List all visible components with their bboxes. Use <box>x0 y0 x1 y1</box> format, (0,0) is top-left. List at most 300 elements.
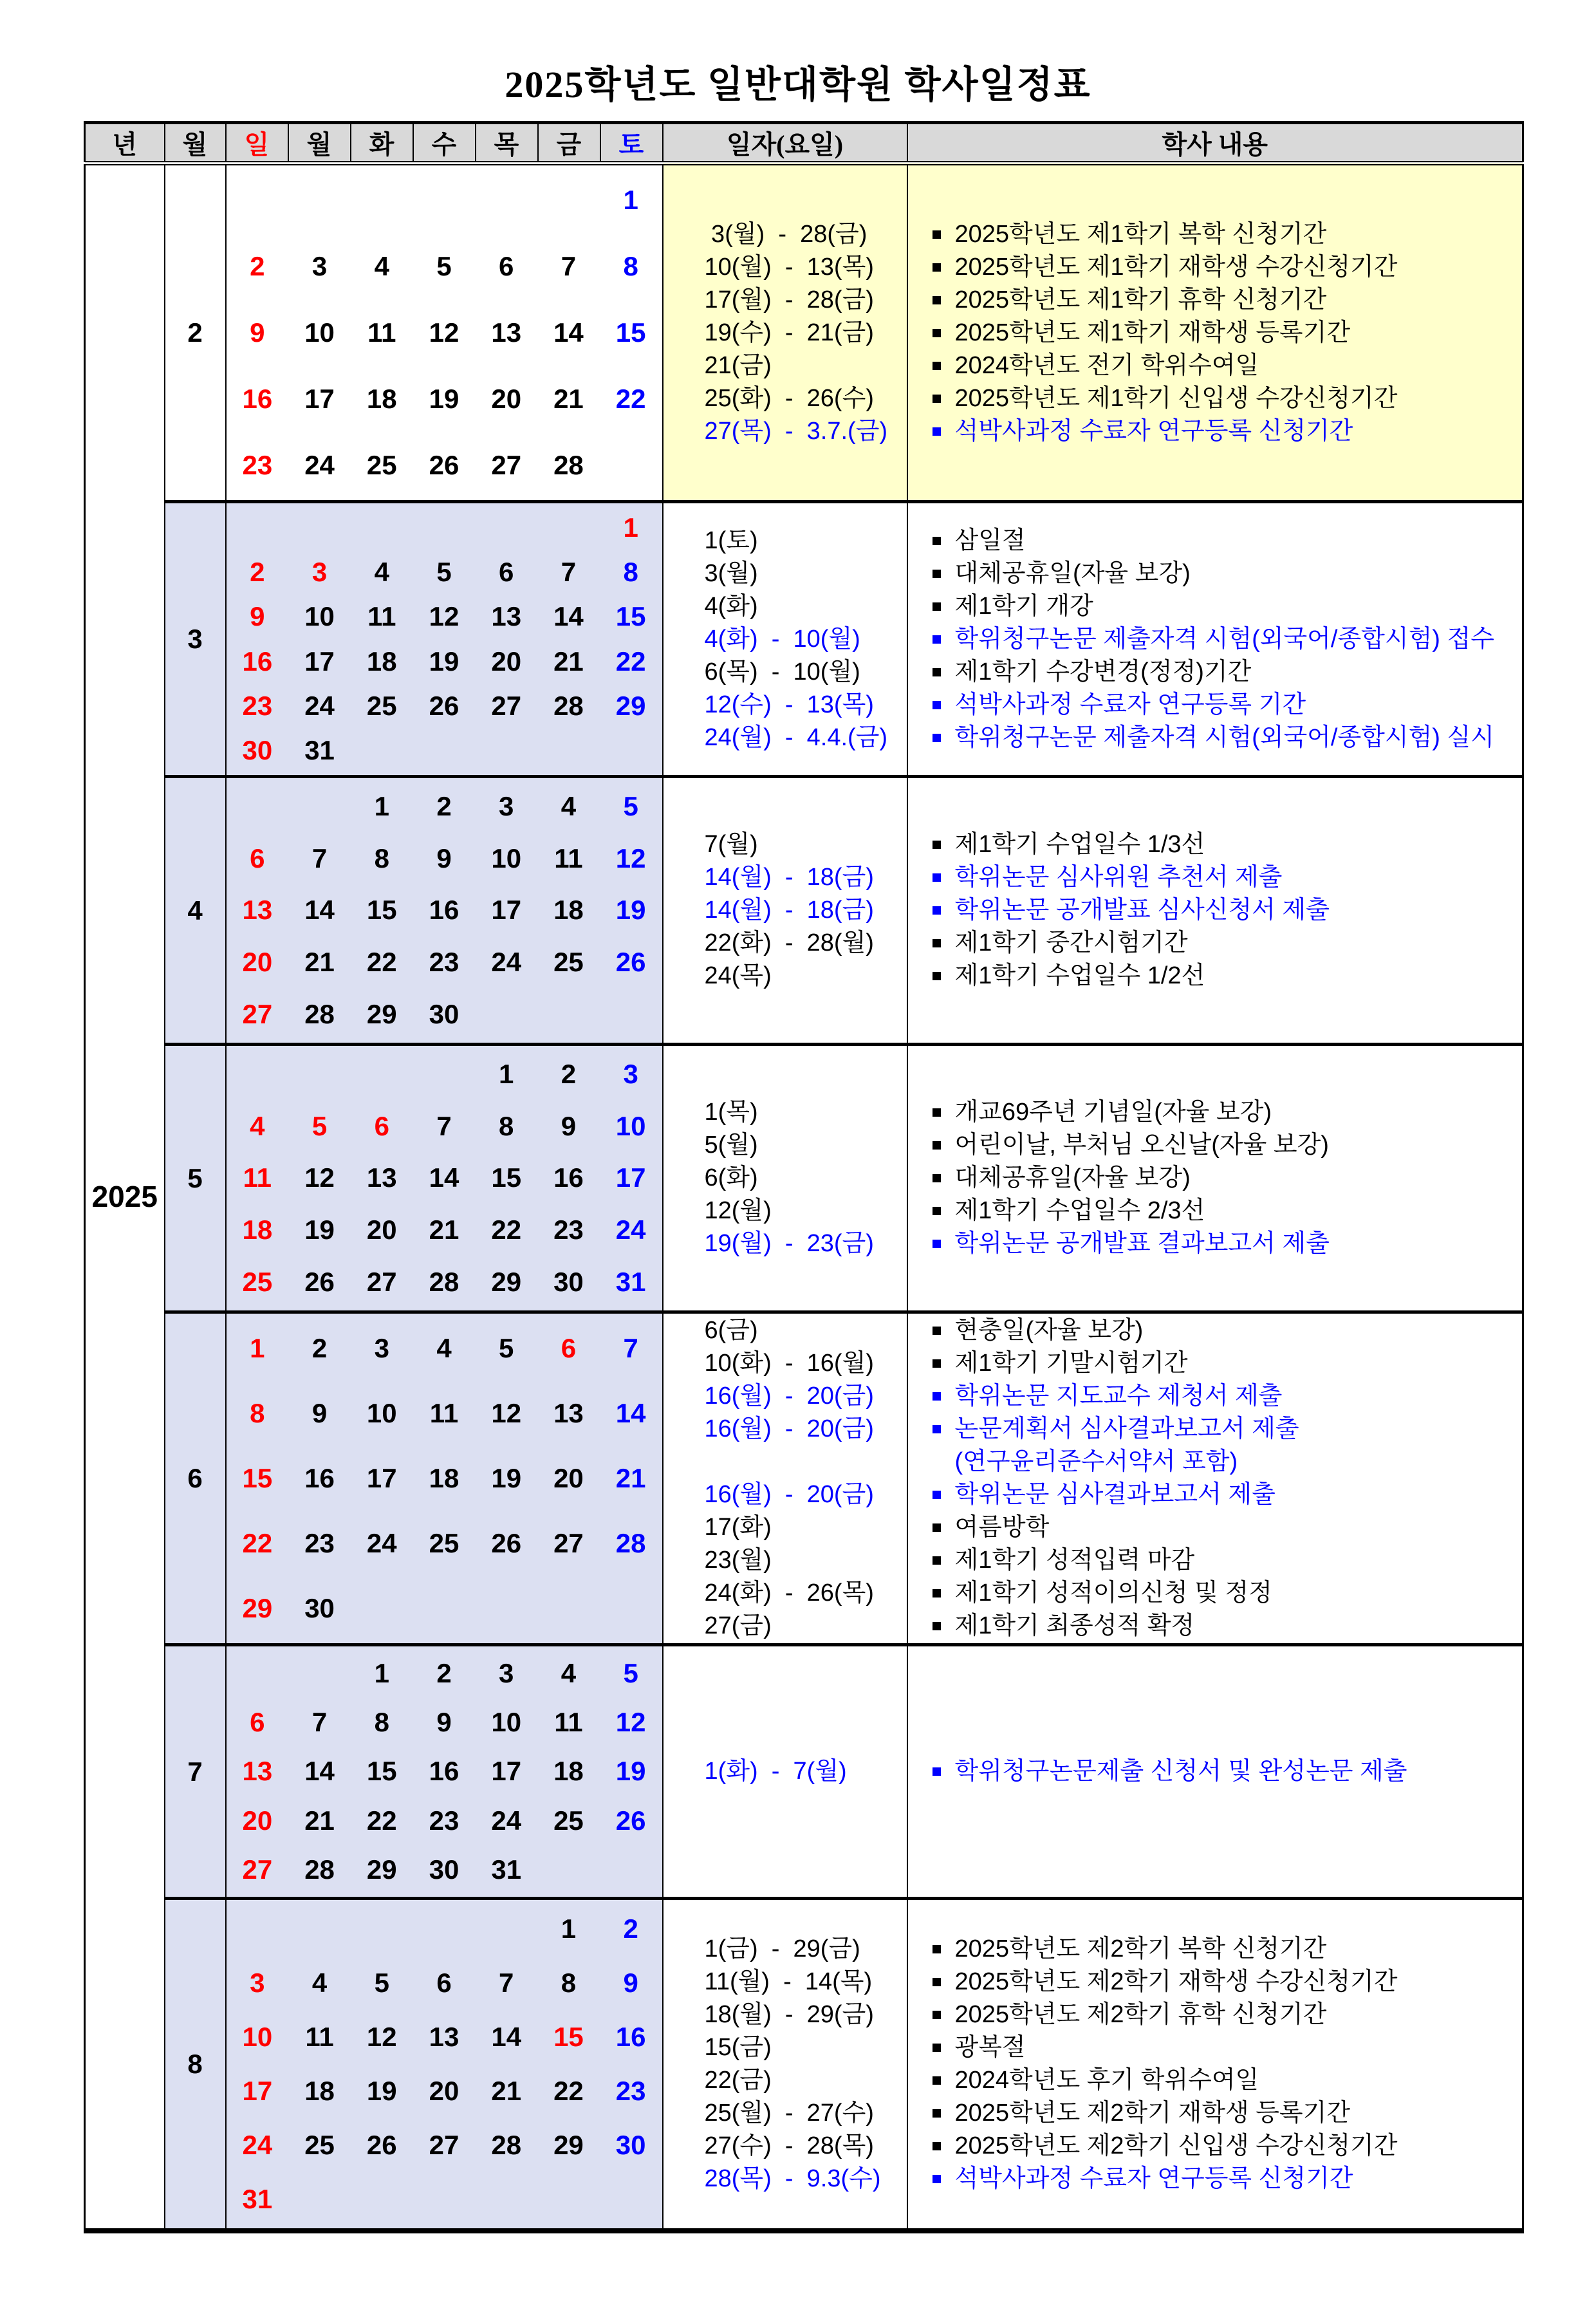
schedule-item-text: 제1학기 수강변경(정정)기간 <box>954 658 1252 685</box>
date-line: 7(월) <box>704 831 758 858</box>
calendar-day: 24 <box>304 449 335 480</box>
calendar-day: 5 <box>623 790 638 821</box>
schedule-item-text: 개교69주년 기념일(자율 보강) <box>954 1099 1272 1126</box>
page-title: 2025학년도 일반대학원 학사일정표 <box>505 64 1091 106</box>
calendar-day: 30 <box>304 1593 335 1623</box>
calendar-day: 16 <box>242 646 273 676</box>
month-number: 6 <box>165 1312 226 1645</box>
calendar-day: 14 <box>491 2021 522 2052</box>
date-range-cell <box>663 502 907 777</box>
calendar-day: 2 <box>250 557 265 588</box>
calendar-day: 15 <box>366 895 397 926</box>
bullet-icon <box>933 2175 941 2183</box>
date-lines <box>663 828 907 992</box>
calendar-day: 29 <box>366 1854 397 1885</box>
bullet-icon <box>933 1523 941 1532</box>
date-line: 27(수) - 28(목) <box>704 2132 874 2159</box>
calendar-day: 8 <box>374 1707 389 1738</box>
date-lines <box>663 1755 907 1788</box>
schedule-content-cell <box>907 1645 1523 1899</box>
bullet-icon <box>933 1622 941 1630</box>
schedule-item-text: 2025학년도 제2학기 신입생 수강신청기간 <box>954 2132 1398 2159</box>
calendar-day: 8 <box>250 1398 265 1428</box>
date-line: 11(월) - 14(목) <box>704 1968 873 1995</box>
calendar-day: 7 <box>499 1967 514 1998</box>
month-number: 3 <box>165 502 226 777</box>
date-lines <box>663 1096 907 1260</box>
col-header-friday: 금 <box>538 123 600 163</box>
bullet-icon <box>933 906 941 915</box>
calendar-day: 18 <box>366 646 397 676</box>
date-range-cell <box>663 1645 907 1899</box>
schedule-item <box>908 927 1523 960</box>
calendar-day: 2 <box>623 1913 638 1944</box>
calendar-day: 23 <box>242 449 273 480</box>
schedule-item <box>908 382 1523 415</box>
bullet-icon <box>933 939 941 947</box>
calendar-day: 27 <box>491 690 522 721</box>
calendar-day: 17 <box>366 1463 397 1493</box>
content-lines <box>908 1933 1523 2195</box>
date-line: 25(월) - 27(수) <box>704 2099 874 2127</box>
calendar-day: 11 <box>367 601 396 632</box>
calendar-day: 15 <box>366 1756 397 1787</box>
calendar-day: 12 <box>366 2021 397 2052</box>
calendar-day: 24 <box>242 2129 273 2160</box>
date-line <box>663 1446 907 1478</box>
calendar-day: 11 <box>554 1707 583 1738</box>
calendar-day: 3 <box>499 790 514 821</box>
calendar-day: 5 <box>499 1333 514 1363</box>
bullet-icon <box>933 1240 941 1248</box>
date-line: 14(월) - 18(금) <box>704 864 874 891</box>
date-line: 1(금) - 29(금) <box>704 1935 860 1962</box>
schedule-item-text: 2025학년도 제1학기 재학생 등록기간 <box>954 319 1351 346</box>
month-number: 8 <box>165 1899 226 2231</box>
date-line: 18(월) - 29(금) <box>704 2000 874 2028</box>
date-range-cell <box>663 1045 907 1312</box>
calendar-day: 29 <box>242 1593 273 1623</box>
schedule-item-text: 학위논문 심사결과보고서 제출 <box>954 1481 1276 1508</box>
bullet-icon <box>933 2011 941 2019</box>
date-lines <box>663 1314 907 1643</box>
calendar-day: 14 <box>304 895 335 926</box>
schedule-item-text: (연구윤리준수서약서 포함) <box>954 1448 1238 1475</box>
mini-calendar-cell <box>226 1045 663 1312</box>
calendar-day: 5 <box>374 1967 389 1998</box>
calendar-day: 13 <box>429 2021 459 2052</box>
bullet-icon <box>933 1141 941 1150</box>
calendar-day: 26 <box>615 947 646 978</box>
schedule-item <box>908 415 1523 448</box>
bullet-icon <box>933 395 941 403</box>
calendar-day: 19 <box>304 1215 335 1245</box>
calendar-day: 3 <box>250 1967 265 1998</box>
calendar-day: 12 <box>615 1707 646 1738</box>
calendar-day: 1 <box>374 1657 389 1688</box>
date-line: 6(화) <box>704 1164 758 1191</box>
schedule-item-text: 제1학기 최종성적 확정 <box>954 1612 1195 1639</box>
calendar-day: 23 <box>429 947 459 978</box>
schedule-item <box>908 2064 1523 2097</box>
bullet-icon <box>933 2044 941 2052</box>
schedule-item-text: 2025학년도 제2학기 휴학 신청기간 <box>954 2000 1327 2028</box>
schedule-item <box>908 284 1523 317</box>
schedule-content-cell <box>907 502 1523 777</box>
calendar-day: 4 <box>374 557 389 588</box>
calendar-day: 27 <box>242 999 273 1030</box>
month-number: 4 <box>165 777 226 1045</box>
schedule-item <box>908 1096 1523 1129</box>
calendar-day: 21 <box>429 1215 459 1245</box>
content-lines <box>908 525 1523 754</box>
calendar-day: 17 <box>304 383 335 414</box>
date-range-cell <box>663 777 907 1045</box>
schedule-item-text: 2025학년도 제2학기 재학생 수강신청기간 <box>954 1968 1398 1995</box>
calendar-day: 12 <box>615 843 646 873</box>
calendar-day: 8 <box>623 557 638 588</box>
calendar-day: 11 <box>305 2021 334 2052</box>
calendar-day: 17 <box>491 895 522 926</box>
schedule-item <box>908 1195 1523 1227</box>
calendar-day: 23 <box>304 1528 335 1558</box>
schedule-item-text: 삼일절 <box>954 526 1026 554</box>
calendar-day: 6 <box>561 1333 577 1363</box>
schedule-item <box>908 656 1523 689</box>
col-header-wednesday: 수 <box>413 123 476 163</box>
calendar-day: 21 <box>615 1463 646 1493</box>
col-header-year: 년 <box>85 123 165 163</box>
schedule-item <box>908 251 1523 284</box>
schedule-item <box>908 722 1523 754</box>
calendar-day: 6 <box>499 251 514 282</box>
date-line: 17(화) <box>704 1514 772 1541</box>
date-line: 1(목) <box>704 1099 758 1126</box>
calendar-day: 22 <box>491 1215 522 1245</box>
schedule-item-text: 제1학기 수업일수 1/3선 <box>954 831 1205 858</box>
mini-calendar-grid <box>227 1316 662 1641</box>
calendar-day: 25 <box>304 2129 335 2160</box>
calendar-day: 4 <box>436 1333 452 1363</box>
content-lines <box>908 1755 1523 1788</box>
schedule-item-text: 석박사과정 수료자 연구등록 신청기간 <box>954 2165 1353 2192</box>
schedule-item-text: 석박사과정 수료자 연구등록 신청기간 <box>954 417 1353 445</box>
calendar-day: 8 <box>499 1110 514 1141</box>
date-lines <box>663 1933 907 2195</box>
schedule-item-text: 2025학년도 제2학기 복학 신청기간 <box>954 1935 1327 1962</box>
date-line: 24(월) - 4.4.(금) <box>704 723 888 751</box>
calendar-day: 19 <box>429 383 459 414</box>
bullet-icon <box>933 1978 941 1986</box>
schedule-item-text: 제1학기 성적이의신청 및 정정 <box>954 1579 1272 1607</box>
calendar-day: 5 <box>436 557 452 588</box>
calendar-day: 22 <box>615 646 646 676</box>
bullet-icon <box>933 1945 941 1953</box>
calendar-day: 20 <box>242 947 273 978</box>
schedule-item-text: 학위청구논문 제출자격 시험(외국어/종합시험) 접수 <box>954 625 1494 653</box>
calendar-day: 6 <box>250 843 265 873</box>
calendar-day: 28 <box>553 690 584 721</box>
calendar-day: 15 <box>553 2021 584 2052</box>
header-row <box>85 123 1523 163</box>
calendar-day: 5 <box>623 1657 638 1688</box>
mini-calendar-cell <box>226 163 663 502</box>
bullet-icon <box>933 230 941 239</box>
calendar-day: 13 <box>366 1162 397 1193</box>
calendar-day: 22 <box>242 1528 273 1558</box>
schedule-item-text: 2025학년도 제1학기 재학생 수강신청기간 <box>954 253 1398 281</box>
calendar-day: 19 <box>615 895 646 926</box>
calendar-day: 4 <box>561 790 577 821</box>
schedule-item <box>908 1998 1523 2031</box>
schedule-item <box>908 349 1523 382</box>
calendar-day: 17 <box>615 1162 646 1193</box>
calendar-day: 30 <box>615 2129 646 2160</box>
col-header-monday: 월 <box>288 123 351 163</box>
calendar-day: 23 <box>242 690 273 721</box>
calendar-day: 19 <box>366 2075 397 2106</box>
calendar-day: 9 <box>250 601 265 632</box>
calendar-day: 2 <box>436 1657 452 1688</box>
calendar-day: 29 <box>553 2129 584 2160</box>
date-line: 1(화) - 7(월) <box>704 1758 847 1785</box>
calendar-day: 25 <box>429 1528 459 1558</box>
calendar-day: 15 <box>615 317 646 348</box>
calendar-day: 21 <box>491 2075 522 2106</box>
calendar-day: 1 <box>623 185 638 216</box>
calendar-day: 9 <box>436 1707 452 1738</box>
bullet-icon <box>933 427 941 436</box>
calendar-day: 7 <box>311 843 328 873</box>
calendar-day: 6 <box>250 1707 265 1738</box>
schedule-item-text: 제1학기 성적입력 마감 <box>954 1547 1195 1574</box>
mini-calendar-cell <box>226 502 663 777</box>
date-line: 12(수) - 13(목) <box>704 691 874 718</box>
calendar-day: 11 <box>367 317 396 348</box>
calendar-table-body <box>85 163 1523 2231</box>
calendar-day: 7 <box>561 557 577 588</box>
date-lines <box>663 525 907 754</box>
calendar-day: 18 <box>553 1756 584 1787</box>
calendar-day: 6 <box>374 1110 389 1141</box>
calendar-day: 6 <box>436 1967 452 1998</box>
calendar-day: 20 <box>553 1463 584 1493</box>
mini-calendar-grid <box>227 506 662 773</box>
mini-calendar-grid <box>227 1649 662 1895</box>
month-row-4 <box>85 777 1523 1045</box>
date-line: 3(월) <box>704 559 758 587</box>
calendar-day: 24 <box>304 690 335 721</box>
calendar-day: 11 <box>554 843 583 873</box>
date-line: 28(목) - 9.3(수) <box>704 2165 881 2192</box>
calendar-day: 9 <box>561 1110 577 1141</box>
calendar-day: 10 <box>615 1110 646 1141</box>
bullet-icon <box>933 1767 941 1776</box>
calendar-day: 15 <box>615 601 646 632</box>
calendar-day: 24 <box>491 947 522 978</box>
calendar-day: 11 <box>243 1162 272 1193</box>
bullet-icon <box>933 329 941 337</box>
date-line: 24(목) <box>704 962 772 989</box>
calendar-day: 6 <box>499 557 514 588</box>
calendar-day: 16 <box>429 895 459 926</box>
schedule-item-text: 학위논문 공개발표 결과보고서 제출 <box>954 1230 1330 1257</box>
calendar-day: 26 <box>304 1267 335 1298</box>
calendar-day: 20 <box>491 646 522 676</box>
calendar-day: 10 <box>491 1707 522 1738</box>
schedule-item-text: 제1학기 수업일수 2/3선 <box>954 1197 1205 1224</box>
month-row-8 <box>85 1899 1523 2231</box>
bullet-icon <box>933 701 941 709</box>
calendar-day: 17 <box>304 646 335 676</box>
date-line: 23(월) <box>704 1547 772 1574</box>
calendar-day: 4 <box>561 1657 577 1688</box>
calendar-day: 1 <box>561 1913 577 1944</box>
calendar-day: 16 <box>304 1463 335 1493</box>
schedule-item-text: 제1학기 중간시험기간 <box>954 929 1188 956</box>
schedule-content-cell <box>907 1312 1523 1645</box>
date-lines <box>663 218 907 448</box>
calendar-day: 10 <box>242 2021 273 2052</box>
bullet-icon <box>933 362 941 370</box>
calendar-day: 27 <box>242 1854 273 1885</box>
calendar-day: 3 <box>374 1333 389 1363</box>
calendar-day: 3 <box>623 1058 638 1089</box>
schedule-item <box>908 525 1523 557</box>
date-line: 27(금) <box>704 1612 772 1639</box>
schedule-item-text: 학위논문 공개발표 심사신청서 제출 <box>954 897 1330 924</box>
schedule-item-text: 2025학년도 제1학기 휴학 신청기간 <box>954 286 1327 313</box>
bullet-icon <box>933 1556 941 1565</box>
calendar-day: 18 <box>242 1215 273 1245</box>
calendar-day: 8 <box>623 251 638 282</box>
schedule-item-text: 석박사과정 수료자 연구등록 기간 <box>954 691 1306 718</box>
date-line: 27(목) - 3.7.(금) <box>704 417 888 445</box>
calendar-day: 17 <box>491 1756 522 1787</box>
calendar-day: 14 <box>553 601 584 632</box>
schedule-item <box>908 861 1523 894</box>
schedule-item <box>908 1478 1523 1511</box>
schedule-item <box>908 1347 1523 1380</box>
schedule-item <box>908 2097 1523 2130</box>
schedule-item-text: 대체공휴일(자율 보강) <box>954 1164 1191 1191</box>
calendar-day: 22 <box>366 1805 397 1836</box>
calendar-day: 25 <box>553 947 584 978</box>
calendar-day: 13 <box>242 895 273 926</box>
mini-calendar-cell <box>226 1645 663 1899</box>
calendar-day: 29 <box>491 1267 522 1298</box>
month-row-6 <box>85 1312 1523 1645</box>
calendar-day: 25 <box>553 1805 584 1836</box>
schedule-item <box>908 1610 1523 1643</box>
calendar-day: 25 <box>366 690 397 721</box>
date-line: 22(금) <box>704 2066 772 2094</box>
calendar-day: 2 <box>311 1333 328 1363</box>
date-line: 22(화) - 28(월) <box>704 929 874 956</box>
calendar-day: 19 <box>615 1756 646 1787</box>
month-number: 2 <box>165 163 226 502</box>
calendar-day: 3 <box>311 557 328 588</box>
calendar-day: 5 <box>311 1110 328 1141</box>
calendar-day: 24 <box>615 1215 646 1245</box>
calendar-day: 4 <box>250 1110 265 1141</box>
schedule-content-cell <box>907 1899 1523 2231</box>
calendar-day: 26 <box>429 690 459 721</box>
schedule-item-text: 2024학년도 후기 학위수여일 <box>954 2066 1259 2094</box>
calendar-day: 10 <box>304 317 335 348</box>
calendar-day: 13 <box>553 1398 584 1428</box>
schedule-item <box>908 317 1523 349</box>
schedule-item <box>908 1933 1523 1966</box>
calendar-day: 7 <box>623 1333 638 1363</box>
calendar-day: 30 <box>242 734 273 765</box>
calendar-day: 20 <box>366 1215 397 1245</box>
calendar-day: 1 <box>623 512 638 543</box>
bullet-icon <box>933 2142 941 2150</box>
schedule-item-text: 2025학년도 제2학기 재학생 등록기간 <box>954 2099 1351 2127</box>
calendar-day: 5 <box>436 251 452 282</box>
calendar-day: 18 <box>366 383 397 414</box>
schedule-item <box>908 218 1523 251</box>
calendar-day: 14 <box>429 1162 459 1193</box>
date-line: 17(월) - 28(금) <box>704 286 874 313</box>
calendar-day: 20 <box>242 1805 273 1836</box>
calendar-day: 9 <box>623 1967 638 1998</box>
calendar-day: 26 <box>429 449 459 480</box>
content-lines <box>908 828 1523 992</box>
schedule-item <box>908 1314 1523 1347</box>
schedule-table <box>84 121 1524 2233</box>
date-line: 21(금) <box>704 351 772 379</box>
schedule-item <box>908 2130 1523 2163</box>
date-line: 1(토) <box>704 526 758 554</box>
calendar-day: 28 <box>304 999 335 1030</box>
calendar-day: 31 <box>304 734 335 765</box>
bullet-icon <box>933 2076 941 2085</box>
mini-calendar-cell <box>226 1312 663 1645</box>
schedule-item <box>908 1446 1523 1478</box>
bullet-icon <box>933 1207 941 1215</box>
bullet-icon <box>933 602 941 611</box>
date-line: 3(월) - 28(금) <box>704 220 868 248</box>
date-line: 6(금) <box>704 1317 758 1344</box>
calendar-day: 28 <box>491 2129 522 2160</box>
calendar-day: 4 <box>311 1967 328 1998</box>
schedule-item <box>908 557 1523 590</box>
calendar-day: 9 <box>311 1398 328 1428</box>
calendar-day: 2 <box>436 790 452 821</box>
content-lines <box>908 1314 1523 1643</box>
calendar-day: 21 <box>304 947 335 978</box>
schedule-item-text: 2024학년도 전기 학위수여일 <box>954 351 1259 379</box>
schedule-content-cell <box>907 1045 1523 1312</box>
calendar-day: 30 <box>429 1854 459 1885</box>
date-line: 5(월) <box>704 1132 758 1159</box>
bullet-icon <box>933 2109 941 2118</box>
date-range-cell <box>663 1899 907 2231</box>
calendar-day: 10 <box>366 1398 397 1428</box>
calendar-day: 27 <box>553 1528 584 1558</box>
schedule-item-text: 제1학기 수업일수 1/2선 <box>954 962 1205 989</box>
bullet-icon <box>933 668 941 676</box>
calendar-day: 3 <box>311 251 328 282</box>
bullet-icon <box>933 635 941 644</box>
calendar-day: 19 <box>491 1463 522 1493</box>
calendar-day: 10 <box>304 601 335 632</box>
schedule-item <box>908 1162 1523 1195</box>
bullet-icon <box>933 1174 941 1182</box>
calendar-day: 26 <box>366 2129 397 2160</box>
